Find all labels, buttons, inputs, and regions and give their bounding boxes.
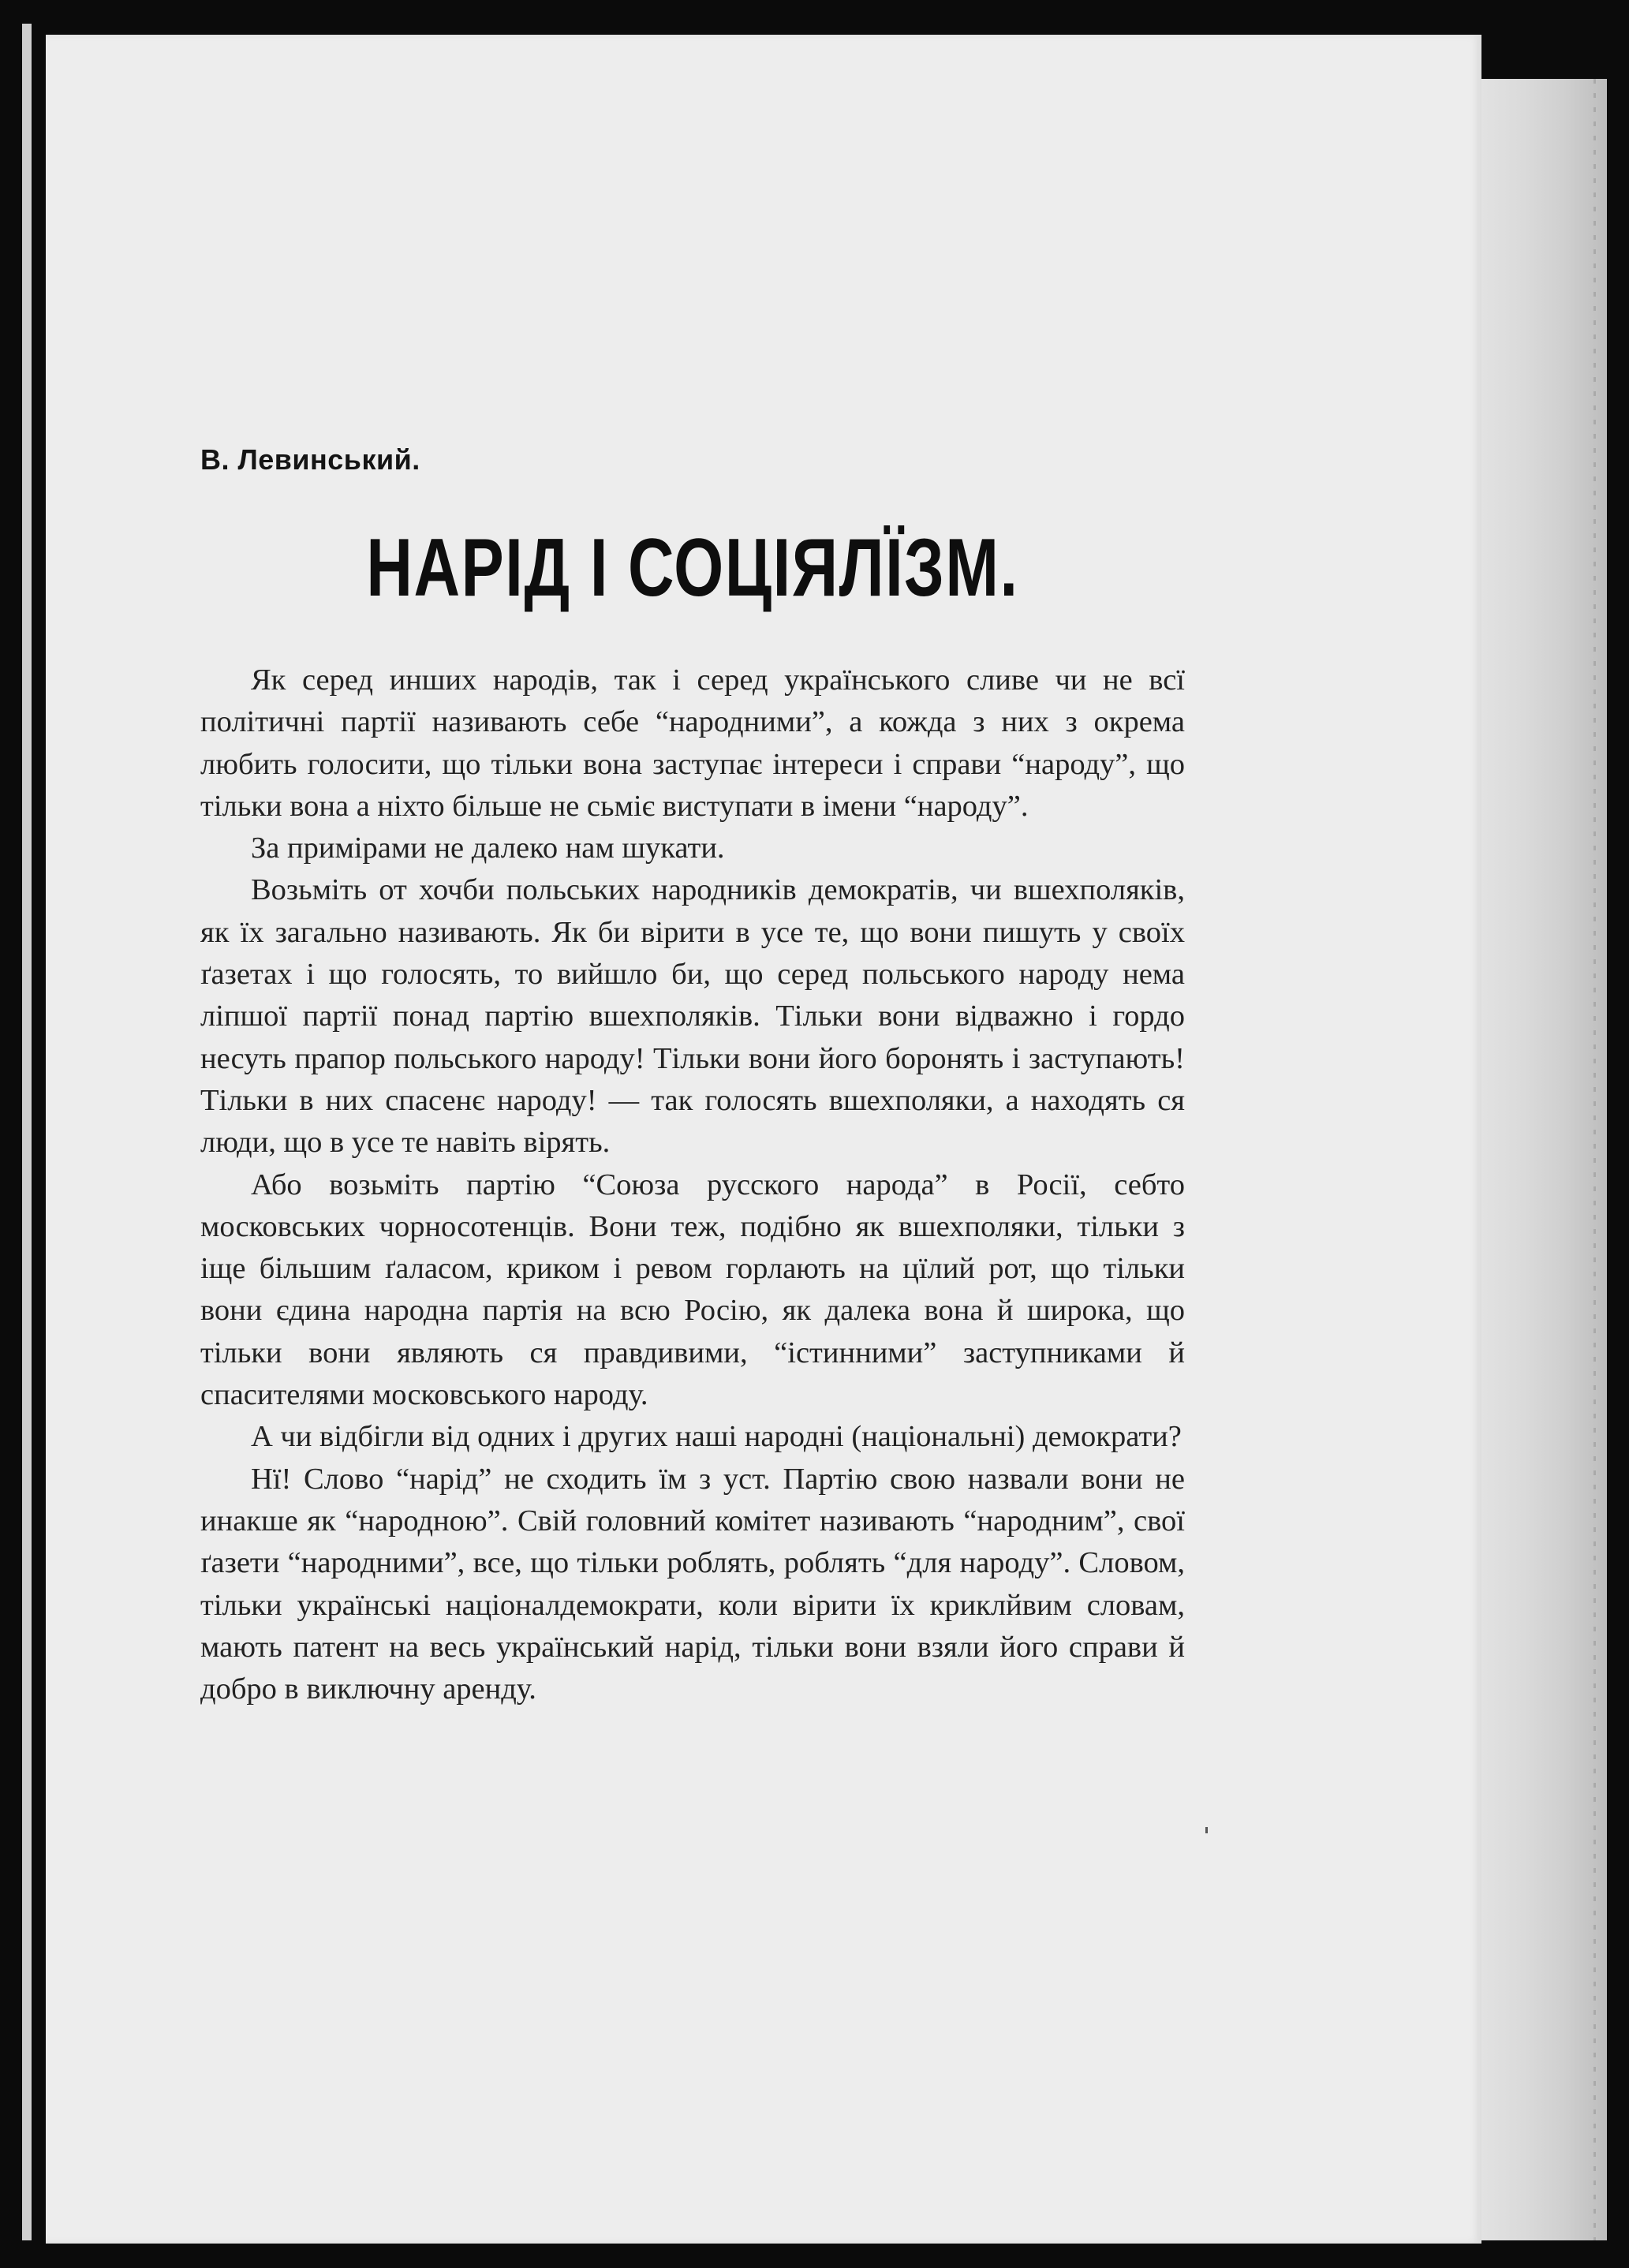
paragraph: Як серед инших народів, так і серед українського сливе чи не всї політичні партії називають себе “народними”, а кожда з них з окрема любить голосити, що тільки вона заступає інтереси і справи “народу”, що тільки вона а ніхто більше не сьміє виступати в імени “народу”. bbox=[200, 663, 1185, 823]
author-name: В. Левинський. bbox=[200, 443, 420, 476]
page-stack-edge bbox=[1467, 79, 1607, 2240]
paragraph: Возьміть от хочби польських народників демократів, чи вшехполяків, як їх загально називають. Як би вірити в усе те, що вони пишуть у своїх ґазетах і що голосять, то вийшло би, що серед польського народу нема ліпшої партії понад партію вшехполяків. Тільки вони відважно і гордо несуть прапор польського народу! Тільки вони його боронять і заступають! Тільки в них спасенє народу! — так голосять вшехполяки, а находять ся люди, що в усе те навіть вірять. bbox=[200, 873, 1185, 1160]
ink-speck bbox=[1205, 1827, 1208, 1833]
article-body bbox=[200, 659, 1185, 1710]
paragraph: А чи відбігли від одних і других наші народні (національні) демократи? bbox=[251, 1420, 1182, 1454]
paragraph: За примірами не далеко нам шукати. bbox=[251, 831, 725, 865]
article-title: НАРІД І СОЦІЯЛЇЗМ. bbox=[366, 522, 1019, 614]
previous-page-edge bbox=[22, 24, 32, 2240]
paragraph: Або возьміть партію “Союза русского народа” в Росії, себто московських чорносотенців. Вони теж, подібно як вшехполяки, тільки з іще більшим ґаласом, криком і ревом горлають на цїлий рот, що тільки вони єдина народна партія на всю Росію, як далека вона й широка, що тільки вони являють ся правдивими, “істинними” заступниками й спасителями московського народу. bbox=[200, 1168, 1185, 1412]
paragraph: Нї! Слово “нарід” не сходить їм з уст. Партію свою назвали вони не инакше як “народною”. Свій головний комітет називають “народним”, свої ґазети “народними”, все, що тільки роблять, роблять “для народу”. Словом, тільки українські націоналдемократи, коли вірити їх криклйвим словам, мають патент на весь український нарід, тільки вони взяли його справи й добро в виключну аренду. bbox=[200, 1462, 1185, 1706]
